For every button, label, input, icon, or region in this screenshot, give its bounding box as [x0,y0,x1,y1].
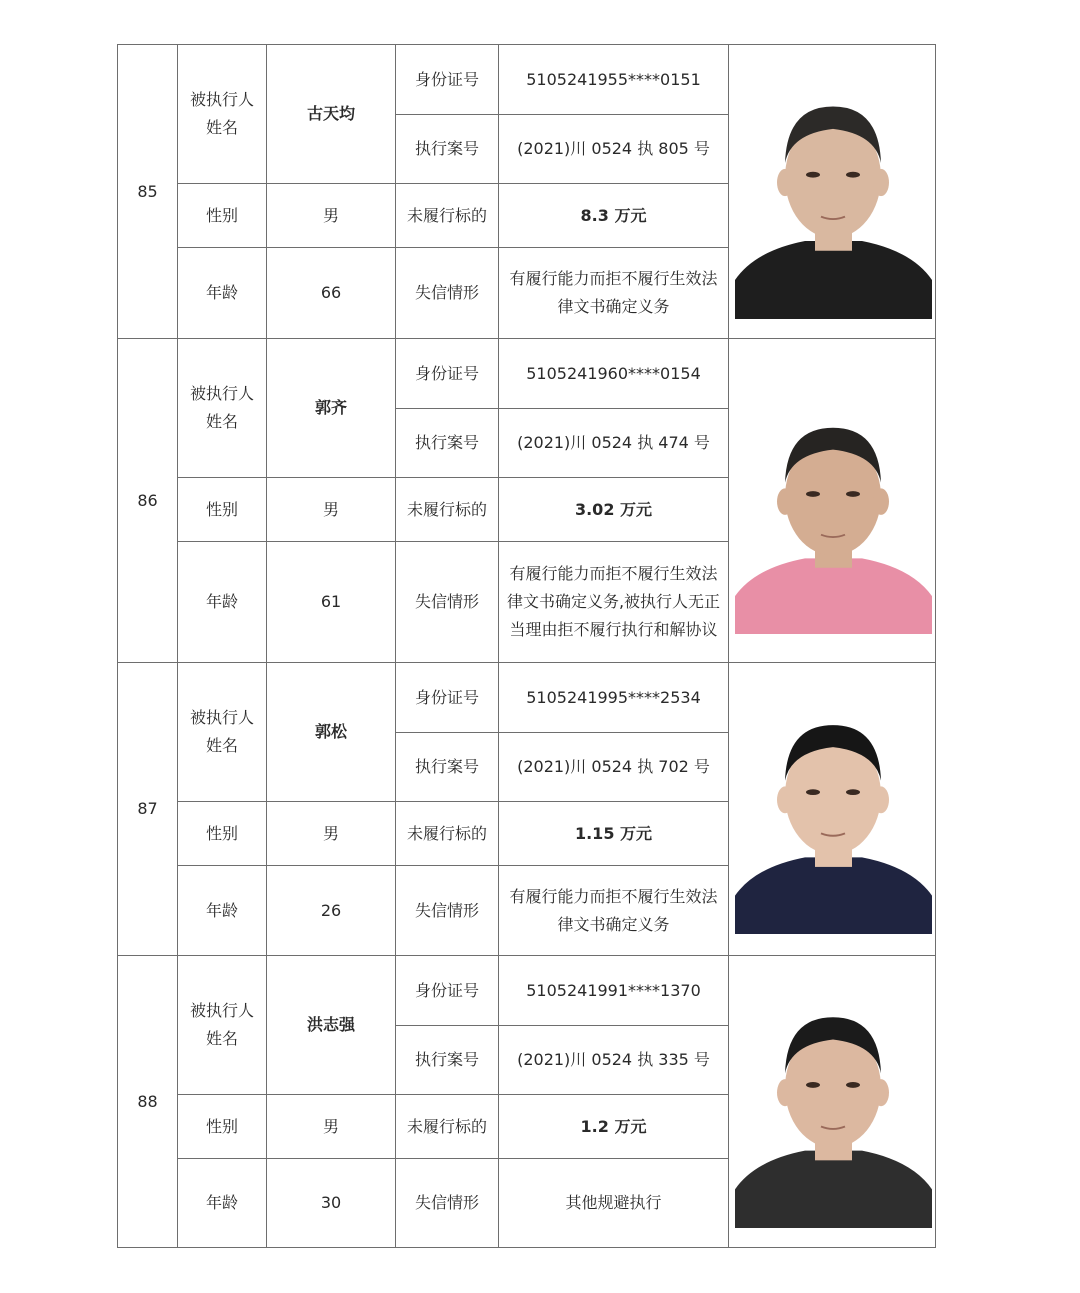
name-label [178,339,267,478]
name-label [178,663,267,802]
gender-label: 性别 [178,1095,267,1159]
gender-value: 男 [267,802,396,866]
amount-label: 未履行标的 [396,478,499,542]
record-index: 86 [118,339,178,663]
age-value: 66 [267,248,396,339]
unfulfilled-amount-value: 1.15 万元 [499,802,729,866]
id-number-value: 5105241960****0154 [499,339,729,409]
dishonesty-reason-value: 有履行能力而拒不履行生效法律文书确定义务 [499,248,729,339]
debtor-name: 古天均 [267,45,396,184]
record-row-id [118,339,936,409]
case-number-label: 执行案号 [396,1026,499,1095]
record-index: 87 [118,663,178,956]
id-number-label: 身份证号 [396,45,499,115]
dishonesty-label: 失信情形 [396,248,499,339]
record-row-id [118,956,936,1026]
photo-cell [729,663,936,956]
id-number-value: 5105241991****1370 [499,956,729,1026]
gender-label: 性别 [178,802,267,866]
photo-cell [729,339,936,663]
amount-label: 未履行标的 [396,802,499,866]
debtor-name: 郭松 [267,663,396,802]
age-label: 年龄 [178,248,267,339]
debtor-photo [735,85,932,319]
photo-cell [729,45,936,339]
amount-label: 未履行标的 [396,1095,499,1159]
name-label-line1: 被执行人 [189,90,254,109]
case-number-label: 执行案号 [396,409,499,478]
case-number-value: (2021)川 0524 执 335 号 [499,1026,729,1095]
record-row-id [118,45,936,115]
name-label [178,45,267,184]
amount-label: 未履行标的 [396,184,499,248]
record-index: 88 [118,956,178,1248]
name-label-line2: 姓名 [205,1029,238,1048]
portrait-illustration [735,407,932,634]
dishonesty-reason-value: 其他规避执行 [499,1159,729,1248]
dishonesty-reason-value: 有履行能力而拒不履行生效法律文书确定义务,被执行人无正当理由拒不履行执行和解协议 [499,542,729,663]
portrait-illustration [735,996,932,1228]
dishonesty-label: 失信情形 [396,542,499,663]
age-value: 61 [267,542,396,663]
gender-value: 男 [267,1095,396,1159]
age-label: 年龄 [178,1159,267,1248]
photo-cell [729,956,936,1248]
case-number-label: 执行案号 [396,733,499,802]
age-label: 年龄 [178,866,267,956]
debtor-photo [735,996,932,1228]
name-label-line2: 姓名 [205,118,238,137]
name-label [178,956,267,1095]
gender-label: 性别 [178,184,267,248]
case-number-value: (2021)川 0524 执 474 号 [499,409,729,478]
portrait-illustration [735,85,932,319]
gender-value: 男 [267,184,396,248]
dishonest-debtor-roster [117,44,935,1248]
case-number-value: (2021)川 0524 执 702 号 [499,733,729,802]
id-number-label: 身份证号 [396,956,499,1026]
name-label-line1: 被执行人 [189,708,254,727]
name-label-line1: 被执行人 [189,384,254,403]
unfulfilled-amount-value: 8.3 万元 [499,184,729,248]
case-number-value: (2021)川 0524 执 805 号 [499,115,729,184]
gender-label: 性别 [178,478,267,542]
id-number-label: 身份证号 [396,663,499,733]
record-row-id [118,663,936,733]
case-number-label: 执行案号 [396,115,499,184]
gender-value: 男 [267,478,396,542]
id-number-value: 5105241995****2534 [499,663,729,733]
debtor-name: 洪志强 [267,956,396,1095]
id-number-value: 5105241955****0151 [499,45,729,115]
name-label-line1: 被执行人 [189,1001,254,1020]
age-label: 年龄 [178,542,267,663]
record-index: 85 [118,45,178,339]
dishonesty-reason-value: 有履行能力而拒不履行生效法律文书确定义务 [499,866,729,956]
roster-table [117,44,936,1248]
id-number-label: 身份证号 [396,339,499,409]
name-label-line2: 姓名 [205,412,238,431]
debtor-name: 郭齐 [267,339,396,478]
name-label-line2: 姓名 [205,736,238,755]
debtor-photo [735,704,932,934]
age-value: 26 [267,866,396,956]
unfulfilled-amount-value: 3.02 万元 [499,478,729,542]
age-value: 30 [267,1159,396,1248]
debtor-photo [735,407,932,634]
dishonesty-label: 失信情形 [396,1159,499,1248]
portrait-illustration [735,704,932,934]
unfulfilled-amount-value: 1.2 万元 [499,1095,729,1159]
dishonesty-label: 失信情形 [396,866,499,956]
